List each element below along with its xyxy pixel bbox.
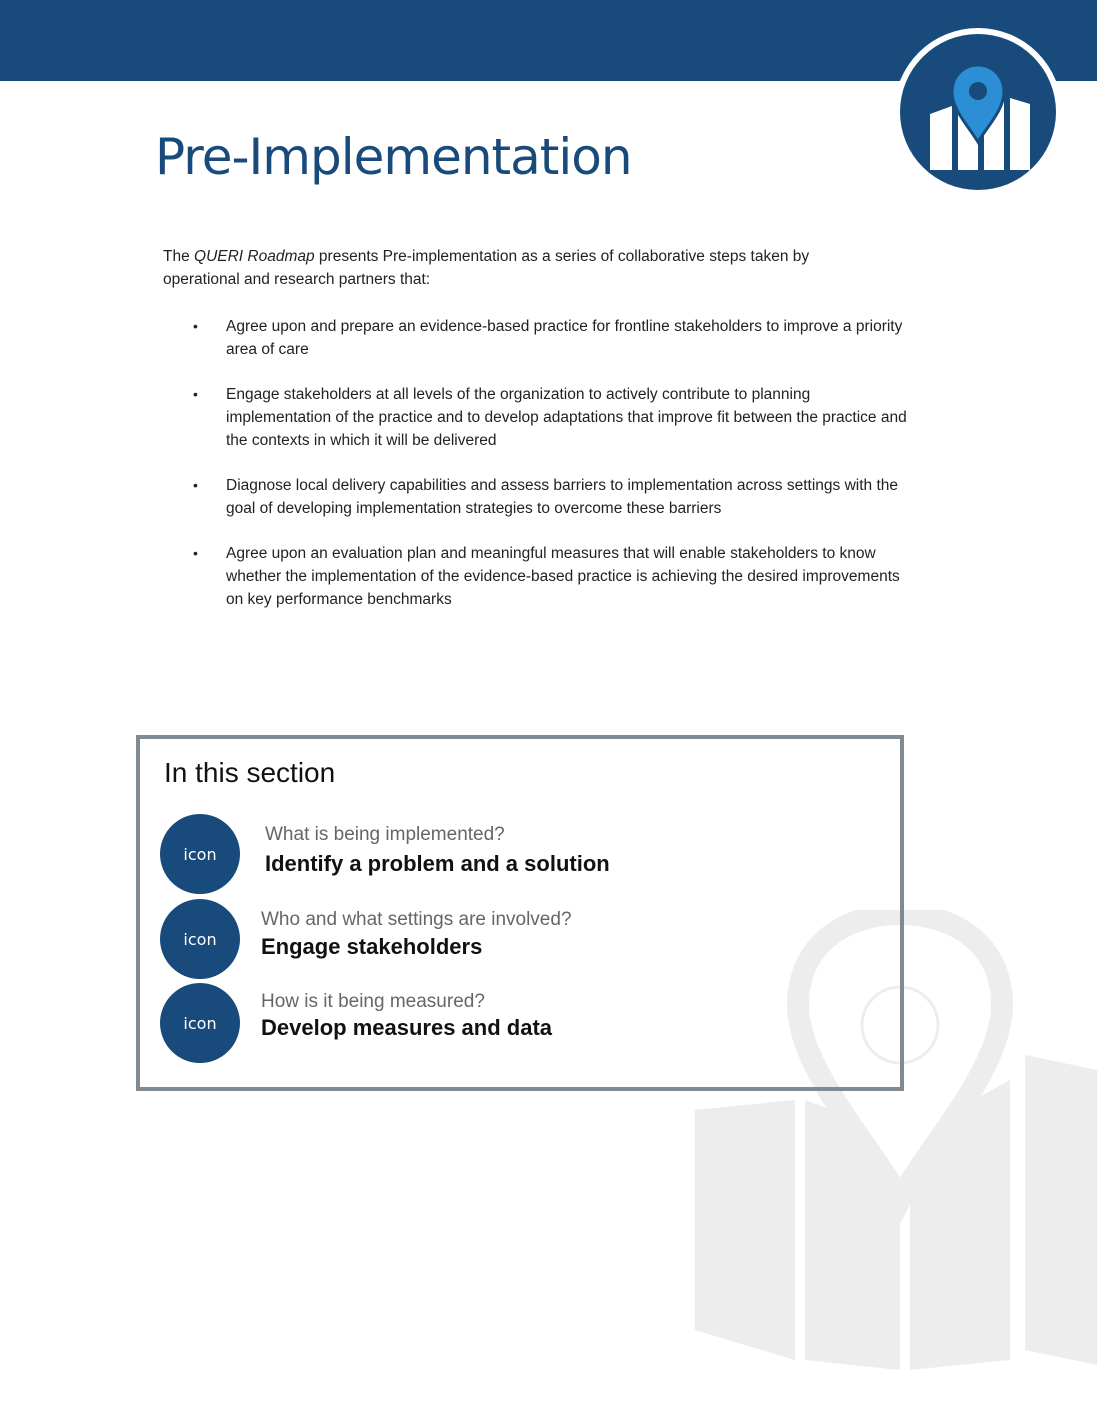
list-item [163, 474, 913, 520]
intro-suffix: presents Pre-implementation as a series of collaborative steps taken by operational and research partners that: [163, 248, 810, 288]
section-item-heading: Develop measures and data [261, 1015, 553, 1040]
bullet-icon: • [193, 545, 198, 561]
section-title: In this section [164, 757, 336, 788]
section-item-question: How is it being measured? [261, 991, 485, 1012]
bullet-icon: • [193, 477, 198, 493]
page-title: Pre-Implementation [155, 128, 632, 186]
bullet-icon: • [193, 386, 198, 402]
in-this-section-box [136, 735, 904, 1091]
placeholder-icon: icon [160, 983, 240, 1063]
intro-paragraph [163, 245, 883, 291]
section-item-heading: Engage stakeholders [261, 934, 483, 959]
bullet-text: Diagnose local delivery capabilities and assess barriers to implementation across settings with the goal of developing implementation strategies to overcome these barriers [226, 477, 898, 517]
bullet-text: Agree upon an evaluation plan and meaningful measures that will enable stakeholders to know whether the implementation of the evidence-based practice is achieving the desired improvements on key performance benchmarks [226, 545, 900, 608]
section-item-question: What is being implemented? [265, 824, 505, 845]
intro-prefix: The [163, 248, 195, 265]
section-item-question: Who and what settings are involved? [261, 909, 572, 930]
bullet-text: Agree upon and prepare an evidence-based practice for frontline stakeholders to improve a priority area of care [226, 318, 903, 358]
bullet-list [163, 315, 913, 633]
bullet-icon: • [193, 318, 198, 334]
section-item-heading: Identify a problem and a solution [265, 851, 610, 876]
list-item [163, 542, 913, 611]
intro-emphasis: QUERI Roadmap [194, 248, 315, 265]
map-pin-icon [900, 34, 1056, 190]
placeholder-icon: icon [160, 899, 240, 979]
list-item [163, 383, 913, 452]
header-badge [894, 28, 1062, 196]
placeholder-icon: icon [160, 814, 240, 894]
list-item [163, 315, 913, 361]
bullet-text: Engage stakeholders at all levels of the organization to actively contribute to planning implementation of the practice and to develop adaptations that improve fit between the practice and the contexts in which it will be delivered [226, 386, 907, 449]
